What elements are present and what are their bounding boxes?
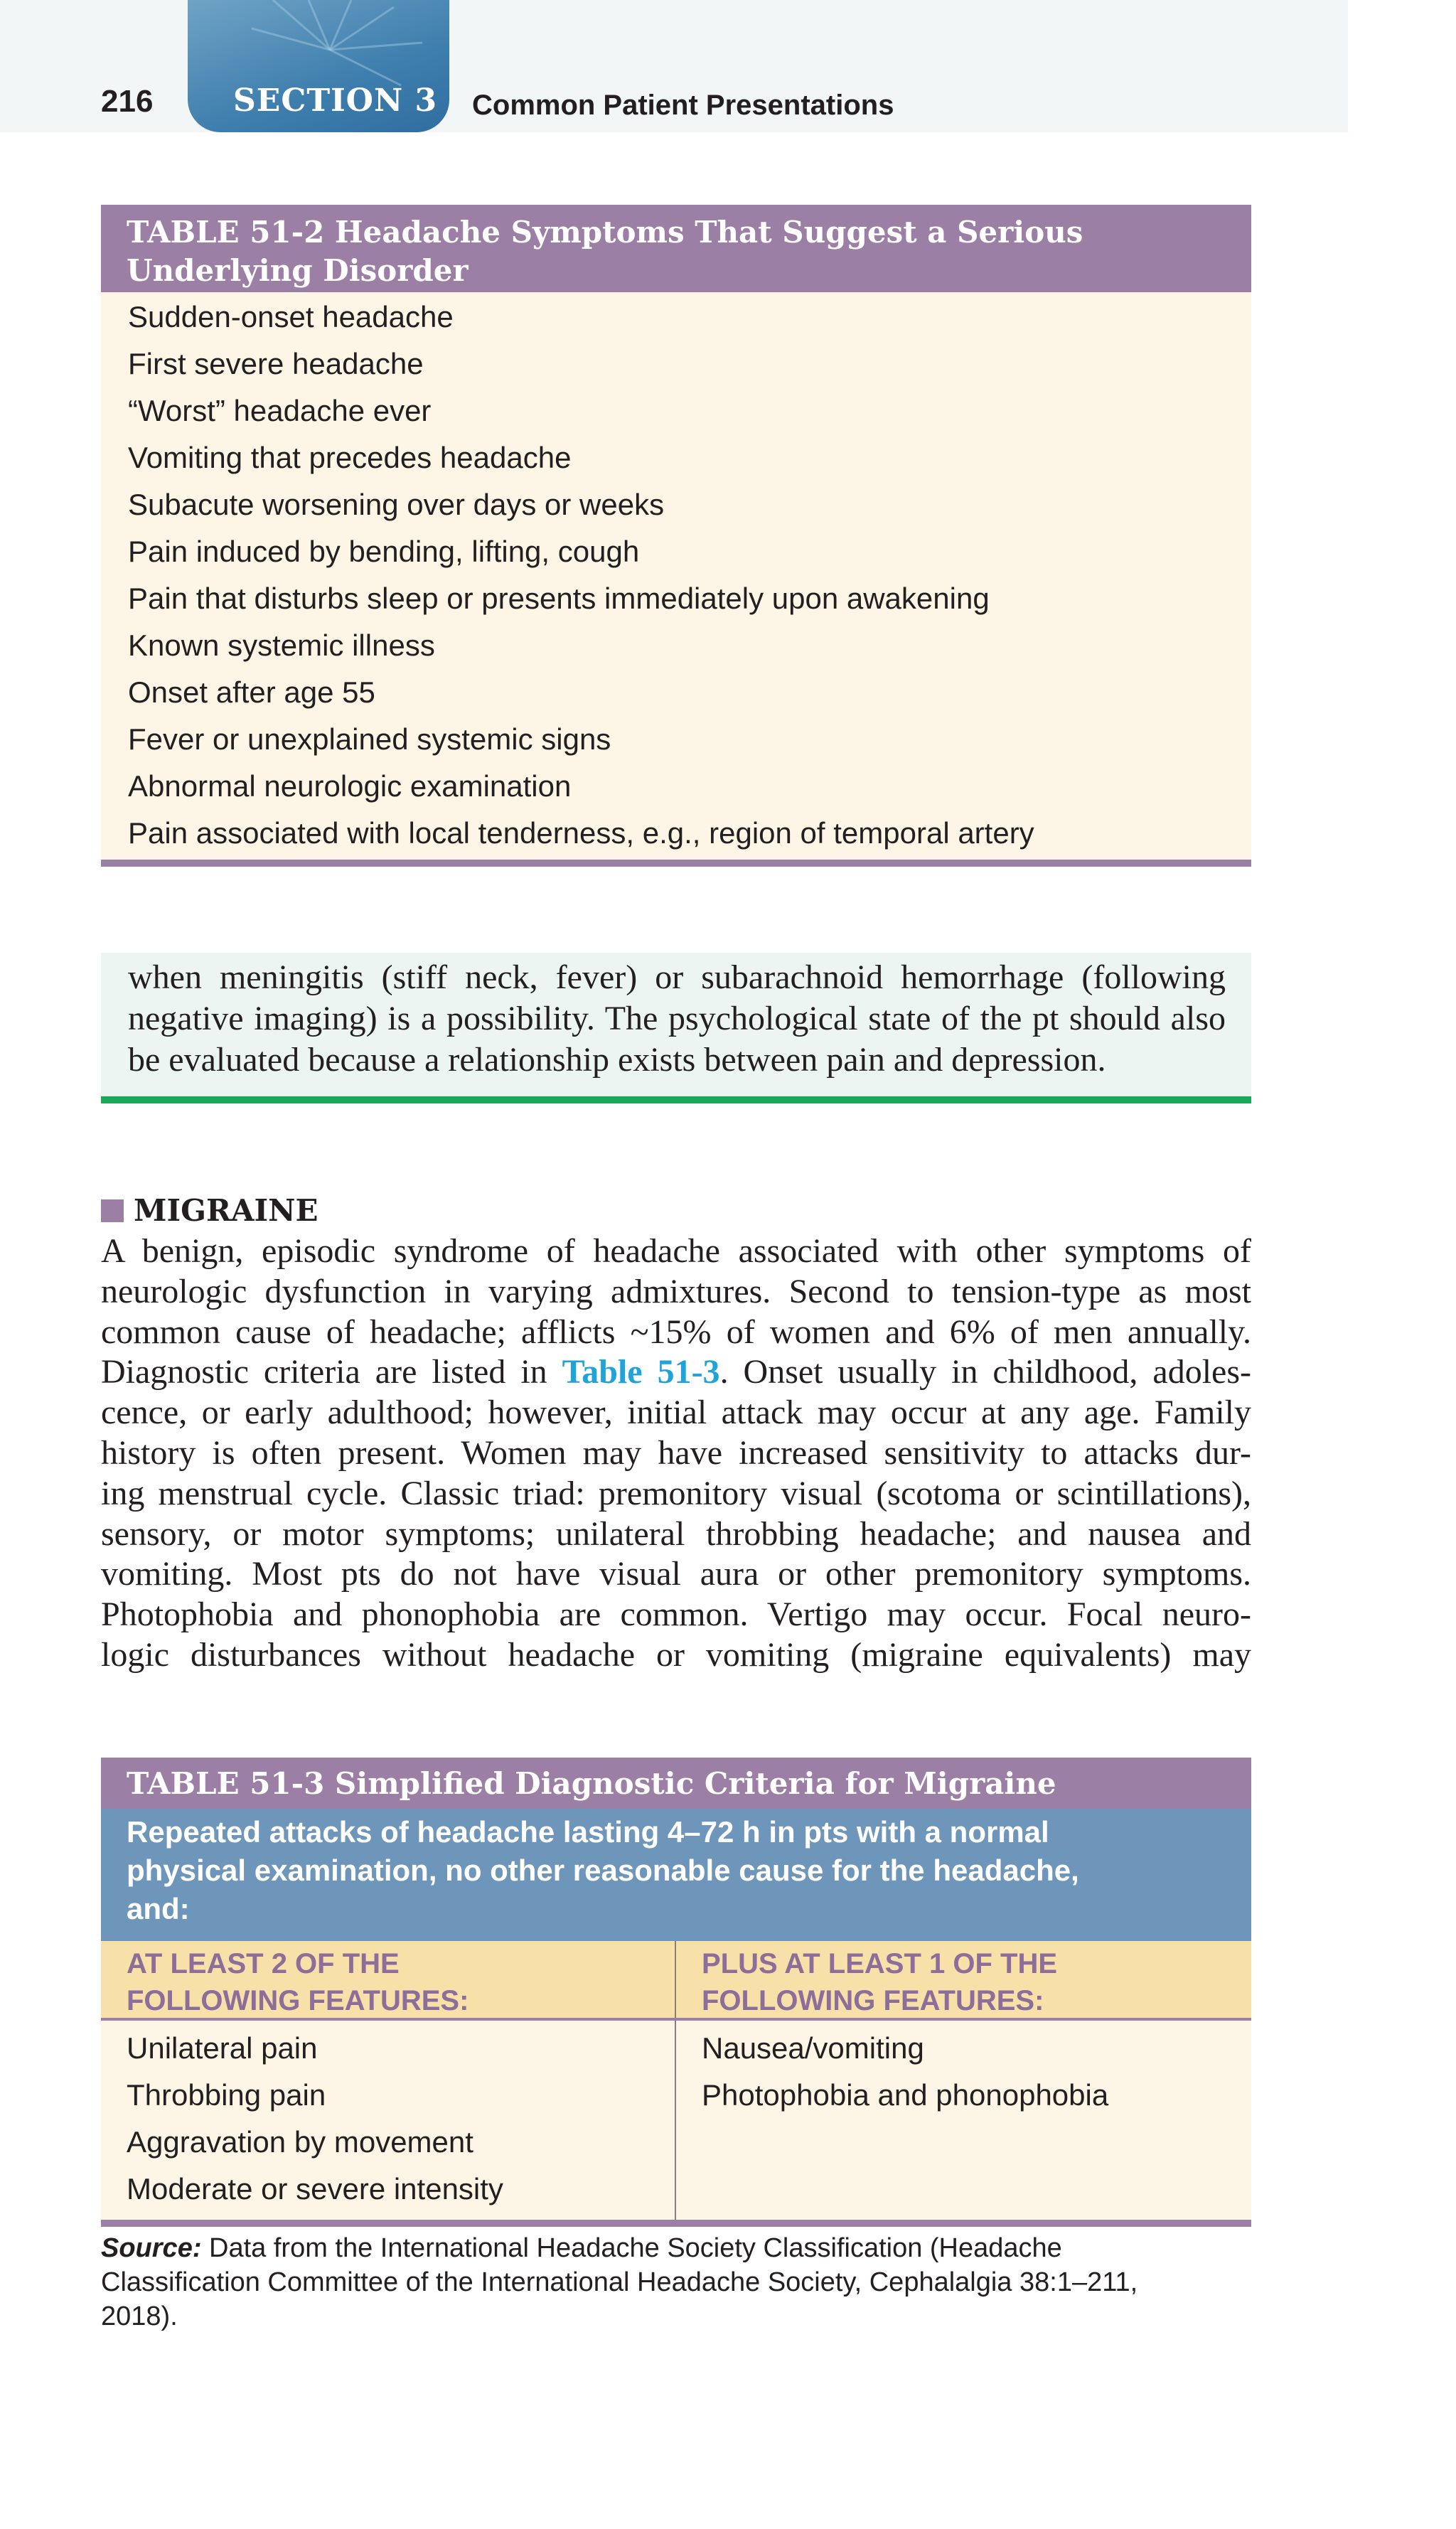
paragraph-line: common cause of headache; afflicts ~15% of women and 6% of men annually. bbox=[101, 1312, 1251, 1351]
paragraph-line: negative imaging) is a possibility. The psychological state of the pt should also bbox=[128, 1000, 1226, 1037]
table-row: Photophobia and phonophobia bbox=[702, 2078, 1109, 2112]
table-row: Vomiting that precedes headache bbox=[128, 441, 572, 474]
table-row: Known systemic illness bbox=[128, 629, 435, 662]
paragraph-line: logic disturbances without headache or vomiting (migraine equivalents) may bbox=[101, 1635, 1251, 1674]
heading-square-icon bbox=[101, 1199, 124, 1222]
paragraph-line: be evaluated because a relationship exists between pain and depression. bbox=[128, 1041, 1106, 1079]
table-51-3 bbox=[101, 1758, 1251, 2227]
table-row: Moderate or severe intensity bbox=[127, 2172, 503, 2205]
table-body bbox=[101, 2021, 1251, 2220]
table-subtitle bbox=[101, 1809, 1251, 1941]
column-header-right bbox=[676, 1941, 1251, 2018]
table-row: Aggravation by movement bbox=[127, 2125, 473, 2159]
source-label: Source: bbox=[101, 2233, 202, 2263]
table-body bbox=[101, 292, 1251, 860]
paragraph-line: ing menstrual cycle. Classic triad: premonitory visual (scotoma or scintillations), bbox=[101, 1474, 1251, 1512]
table-title-line: Underlying Disorder bbox=[127, 253, 469, 288]
table-bottom-rule bbox=[101, 860, 1251, 867]
migraine-heading-text: MIGRAINE bbox=[134, 1193, 318, 1228]
paragraph-line: vomiting. Most pts do not have visual aura or other premonitory symptoms. bbox=[101, 1555, 1251, 1593]
table-row: “Worst” headache ever bbox=[128, 394, 432, 427]
column-header-left bbox=[101, 1941, 676, 2018]
page-number: 216 bbox=[101, 84, 154, 119]
column-header-line: AT LEAST 2 OF THE bbox=[127, 1948, 400, 1979]
table-51-2 bbox=[101, 205, 1251, 867]
migraine-heading bbox=[101, 1193, 318, 1228]
table-title bbox=[101, 205, 1251, 292]
paragraph-line-with-link bbox=[101, 1352, 1251, 1393]
source-text: Classification Committee of the International Headache Society, Cephalalgia 38:1–211, bbox=[101, 2267, 1138, 2297]
paragraph-line: neurologic dysfunction in varying admixtures. Second to tension-type as most bbox=[101, 1272, 1251, 1310]
table-row: First severe headache bbox=[128, 347, 424, 380]
paragraph-text: . Onset usually in childhood, adoles- bbox=[719, 1353, 1251, 1391]
table-row: Pain associated with local tenderness, e.g., region of temporal artery bbox=[128, 816, 1034, 850]
table-row: Throbbing pain bbox=[127, 2078, 326, 2112]
paragraph-line: Photophobia and phonophobia are common. Vertigo may occur. Focal neuro- bbox=[101, 1595, 1251, 1634]
paragraph-line: history is often present. Women may have increased sensitivity to attacks dur- bbox=[101, 1433, 1251, 1472]
table-row: Fever or unexplained systemic signs bbox=[128, 722, 611, 756]
section-tab bbox=[188, 0, 449, 132]
paragraph-line: A benign, episodic syndrome of headache associated with other symptoms of bbox=[101, 1232, 1251, 1270]
table-row: Pain induced by bending, lifting, cough bbox=[128, 535, 640, 568]
subtitle-line: and: bbox=[127, 1892, 190, 1925]
paragraph-line: cence, or early adulthood; however, initial attack may occur at any age. Family bbox=[101, 1394, 1251, 1432]
table-title: TABLE 51-3 Simplified Diagnostic Criteria for Migraine bbox=[101, 1758, 1251, 1809]
migraine-paragraph bbox=[101, 1231, 1251, 1676]
subtitle-line: Repeated attacks of headache lasting 4–72 h in pts with a normal bbox=[127, 1815, 1049, 1849]
column-right bbox=[676, 2021, 1251, 2220]
table-row: Onset after age 55 bbox=[128, 675, 375, 709]
table-51-3-link[interactable]: Table 51-3 bbox=[562, 1353, 720, 1391]
table-title-line: TABLE 51-2 Headache Symptoms That Suggest a Serious bbox=[127, 215, 1083, 250]
table-row: Pain that disturbs sleep or presents immediately upon awakening bbox=[128, 582, 990, 615]
paragraph-text: Diagnostic criteria are listed in bbox=[101, 1353, 562, 1391]
source-text: Data from the International Headache Society Classification (Headache bbox=[201, 2233, 1062, 2263]
table-column-headers bbox=[101, 1941, 1251, 2021]
column-header-line: FOLLOWING FEATURES: bbox=[127, 1985, 469, 2016]
continuation-box bbox=[101, 953, 1251, 1103]
table-row: Nausea/vomiting bbox=[702, 2031, 924, 2065]
table-row: Subacute worsening over days or weeks bbox=[128, 488, 665, 521]
column-header-line: PLUS AT LEAST 1 OF THE bbox=[702, 1948, 1058, 1979]
subtitle-line: physical examination, no other reasonable cause for the headache, bbox=[127, 1854, 1079, 1887]
paragraph-line: sensory, or motor symptoms; unilateral throbbing headache; and nausea and bbox=[101, 1514, 1251, 1553]
continuation-rule bbox=[101, 1096, 1251, 1103]
table-row: Abnormal neurologic examination bbox=[128, 769, 572, 803]
section-title: Common Patient Presentations bbox=[472, 90, 894, 121]
column-header-line: FOLLOWING FEATURES: bbox=[702, 1985, 1044, 2016]
table-bottom-rule bbox=[101, 2220, 1251, 2227]
table-row: Sudden-onset headache bbox=[128, 300, 454, 333]
section-label: SECTION 3 bbox=[233, 82, 438, 119]
source-note bbox=[101, 2231, 1267, 2333]
table-row: Unilateral pain bbox=[127, 2031, 318, 2065]
paragraph-line: when meningitis (stiff neck, fever) or subarachnoid hemorrhage (following bbox=[128, 958, 1226, 996]
column-left bbox=[101, 2021, 676, 2220]
source-text: 2018). bbox=[101, 2301, 178, 2331]
